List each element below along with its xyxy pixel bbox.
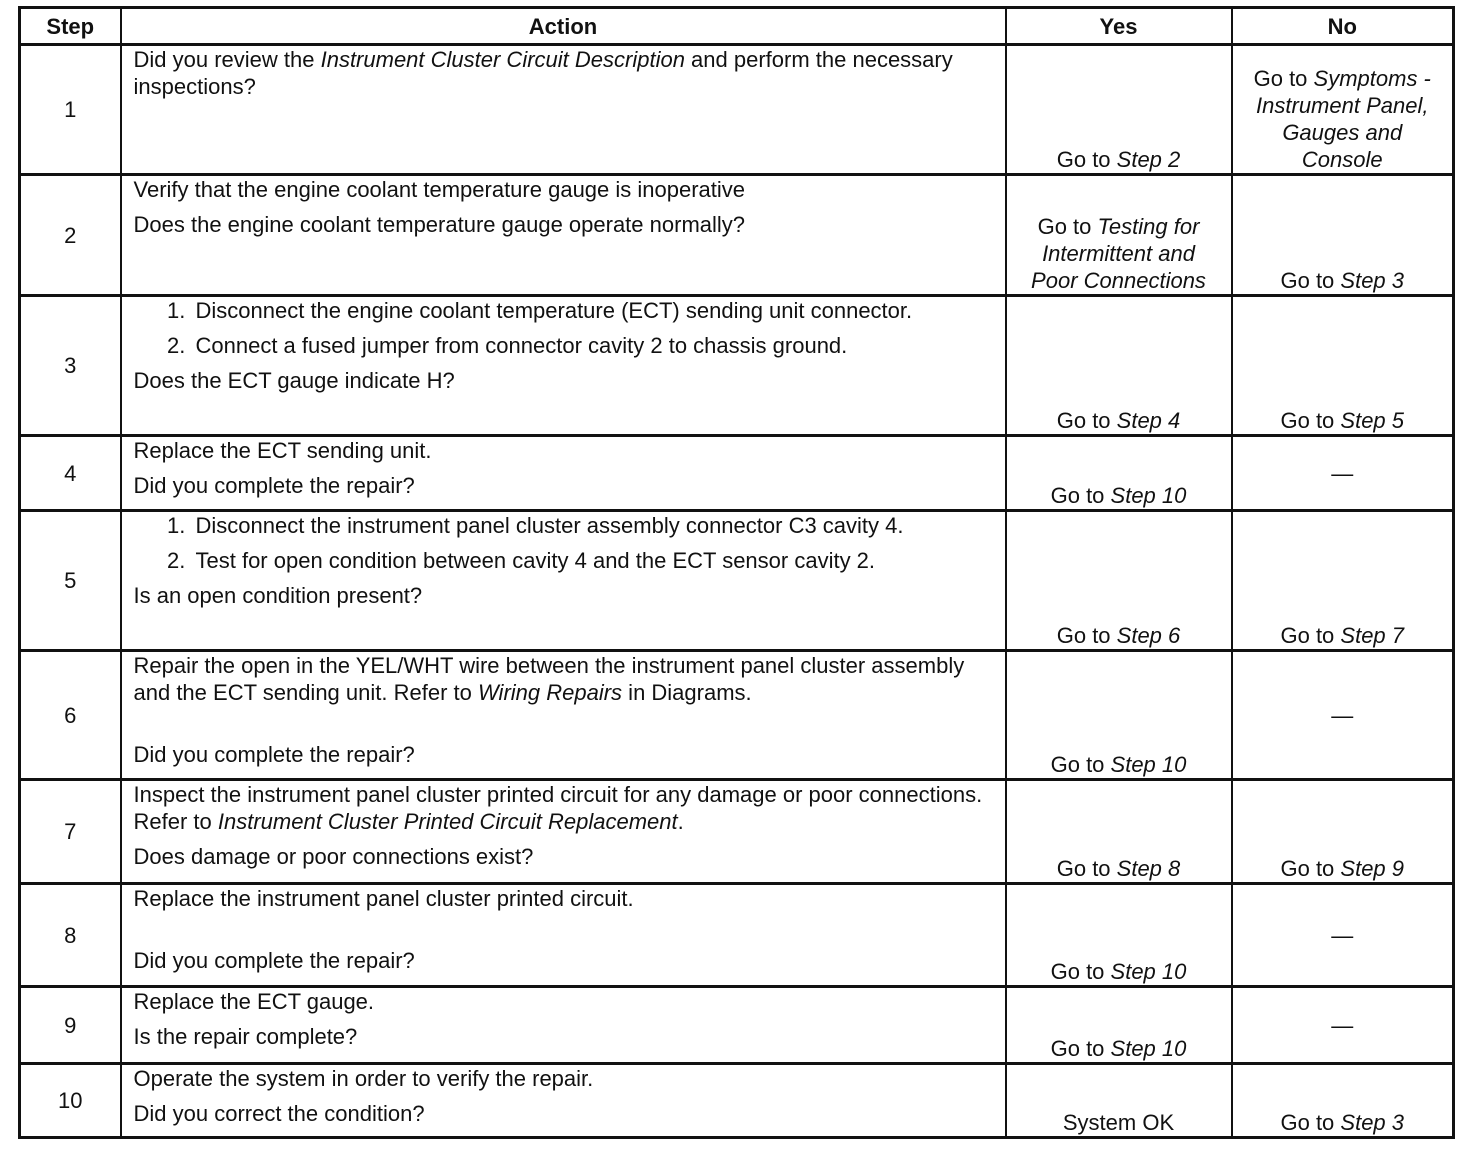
no-step-link[interactable]: Step 5	[1340, 408, 1405, 433]
no-cell: —	[1232, 651, 1454, 780]
action-question: Did you correct the condition?	[133, 1101, 425, 1126]
yes-cell: System OK	[1006, 1064, 1232, 1138]
action-text: Verify that the engine coolant temperature gauge is inoperative	[133, 177, 746, 202]
yes-step-link[interactable]: Step 6	[1116, 623, 1181, 648]
yes-step-link[interactable]: Step 8	[1116, 856, 1181, 881]
no-step-link[interactable]: Step 7	[1340, 623, 1405, 648]
yes-cell	[1006, 884, 1232, 987]
yes-text: Go to	[1037, 214, 1098, 239]
yes-text: Go to	[1056, 623, 1117, 648]
header-yes: Yes	[1006, 8, 1232, 45]
action-text-part: Inspect the instrument panel cluster printed circuit for any damage or poor connections. Refer to	[133, 782, 983, 834]
action-cell	[121, 780, 1006, 884]
step-number: 10	[20, 1064, 121, 1138]
no-cell: —	[1232, 987, 1454, 1064]
table-row	[20, 175, 1454, 296]
procedure-reference: Instrument Cluster Printed Circuit Replacement	[217, 809, 678, 834]
action-cell	[121, 511, 1006, 651]
table-row	[20, 45, 1454, 175]
action-question: Does the ECT gauge indicate H?	[133, 368, 455, 393]
header-no: No	[1232, 8, 1454, 45]
yes-step-link[interactable]: Step 10	[1110, 1036, 1187, 1061]
procedure-list	[134, 297, 993, 359]
yes-step-link[interactable]: Step 10	[1110, 752, 1187, 777]
table-row	[20, 1064, 1454, 1138]
yes-step-link[interactable]: Step 10	[1110, 483, 1187, 508]
action-cell	[121, 651, 1006, 780]
spacer	[134, 714, 993, 741]
action-text-part: and perform the necessary inspections?	[133, 47, 953, 99]
yes-text: Go to	[1056, 856, 1117, 881]
step-number: 7	[20, 780, 121, 884]
action-text: Replace the ECT gauge.	[133, 989, 375, 1014]
spacer	[134, 920, 993, 947]
action-text-part: .	[677, 809, 684, 834]
no-text: Go to	[1280, 408, 1341, 433]
no-cell	[1232, 296, 1454, 436]
step-number: 4	[20, 436, 121, 511]
action-text-part: Did you review the	[133, 47, 321, 72]
no-cell: —	[1232, 436, 1454, 511]
action-text: Replace the instrument panel cluster printed circuit.	[133, 886, 634, 911]
yes-text: Go to	[1050, 1036, 1111, 1061]
yes-text: Go to	[1050, 483, 1111, 508]
yes-step-link[interactable]: Step 10	[1110, 959, 1187, 984]
header-row	[20, 8, 1454, 45]
action-cell	[121, 175, 1006, 296]
header-step: Step	[20, 8, 121, 45]
table-row	[20, 884, 1454, 987]
yes-cell	[1006, 436, 1232, 511]
procedure-item: 2. Connect a fused jumper from connector cavity 2 to chassis ground.	[192, 332, 993, 359]
action-text: Replace the ECT sending unit.	[133, 438, 432, 463]
yes-cell	[1006, 651, 1232, 780]
table-row	[20, 651, 1454, 780]
no-cell	[1232, 780, 1454, 884]
action-text	[134, 652, 993, 706]
yes-cell	[1006, 45, 1232, 175]
table-row	[20, 780, 1454, 884]
yes-step-link[interactable]: Step 2	[1116, 147, 1181, 172]
table-row	[20, 987, 1454, 1064]
action-text	[134, 46, 993, 100]
action-cell	[121, 1064, 1006, 1138]
step-number: 9	[20, 987, 121, 1064]
step-number: 6	[20, 651, 121, 780]
procedure-reference: Instrument Cluster Circuit Description	[320, 47, 685, 72]
procedure-item: 1. Disconnect the instrument panel cluster assembly connector C3 cavity 4.	[192, 512, 993, 539]
action-question: Did you complete the repair?	[133, 742, 415, 767]
yes-text: Go to	[1056, 408, 1117, 433]
action-question: Did you complete the repair?	[133, 948, 415, 973]
action-cell	[121, 45, 1006, 175]
no-step-link[interactable]: Step 3	[1340, 1110, 1405, 1135]
no-cell	[1232, 175, 1454, 296]
step-number: 3	[20, 296, 121, 436]
no-step-link[interactable]: Symptoms - Instrument Panel, Gauges and Console	[1256, 66, 1431, 172]
action-cell	[121, 987, 1006, 1064]
no-cell	[1232, 511, 1454, 651]
yes-text: Go to	[1050, 752, 1111, 777]
yes-step-link[interactable]: Testing for Intermittent and Poor Connections	[1031, 214, 1206, 293]
no-text: Go to	[1280, 268, 1341, 293]
action-cell	[121, 436, 1006, 511]
procedure-list	[134, 512, 993, 574]
yes-cell	[1006, 511, 1232, 651]
no-cell	[1232, 1064, 1454, 1138]
action-question: Is an open condition present?	[133, 583, 423, 608]
procedure-item: 2. Test for open condition between cavity 4 and the ECT sensor cavity 2.	[192, 547, 993, 574]
header-action: Action	[121, 8, 1006, 45]
table-row	[20, 511, 1454, 651]
no-cell	[1232, 45, 1454, 175]
action-text	[134, 781, 993, 835]
yes-cell	[1006, 175, 1232, 296]
action-text-part: Repair the open in the YEL/WHT wire between the instrument panel cluster assembly and the ECT sending unit. Refer to	[133, 653, 965, 705]
action-cell	[121, 296, 1006, 436]
no-text: Go to	[1280, 1110, 1341, 1135]
action-question: Is the repair complete?	[133, 1024, 358, 1049]
procedure-item: 1. Disconnect the engine coolant temperature (ECT) sending unit connector.	[192, 297, 993, 324]
yes-cell	[1006, 780, 1232, 884]
no-step-link[interactable]: Step 9	[1340, 856, 1405, 881]
procedure-reference: Wiring Repairs	[477, 680, 623, 705]
yes-text: Go to	[1050, 959, 1111, 984]
action-cell	[121, 884, 1006, 987]
diagnostic-table	[18, 6, 1455, 1139]
step-number: 2	[20, 175, 121, 296]
no-step-link[interactable]: Step 3	[1340, 268, 1405, 293]
action-question: Does damage or poor connections exist?	[133, 844, 534, 869]
action-question: Does the engine coolant temperature gauge operate normally?	[133, 212, 746, 237]
no-text: Go to	[1280, 623, 1341, 648]
yes-text: Go to	[1056, 147, 1117, 172]
step-number: 1	[20, 45, 121, 175]
table-row	[20, 296, 1454, 436]
action-text: Operate the system in order to verify the repair.	[133, 1066, 594, 1091]
table-row	[20, 436, 1454, 511]
step-number: 5	[20, 511, 121, 651]
action-question: Did you complete the repair?	[133, 473, 415, 498]
yes-cell	[1006, 296, 1232, 436]
no-text: Go to	[1253, 66, 1314, 91]
yes-cell	[1006, 987, 1232, 1064]
no-text: Go to	[1280, 856, 1341, 881]
step-number: 8	[20, 884, 121, 987]
action-text-part: in Diagrams.	[622, 680, 752, 705]
yes-step-link[interactable]: Step 4	[1116, 408, 1181, 433]
no-cell: —	[1232, 884, 1454, 987]
